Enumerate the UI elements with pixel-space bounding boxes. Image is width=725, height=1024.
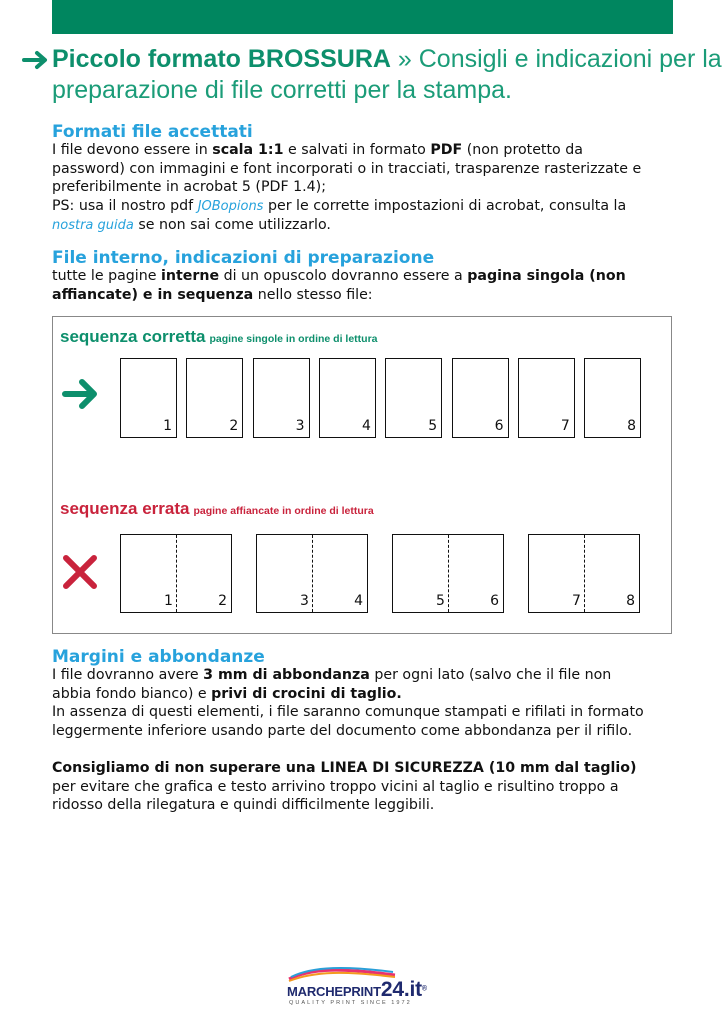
correct-sequence-title: sequenza corretta pagine singole in ordine di lettura xyxy=(60,327,378,346)
page-number: 1 xyxy=(163,418,172,434)
page-number: 5 xyxy=(428,418,438,434)
single-page xyxy=(452,358,509,438)
single-page xyxy=(253,358,310,438)
page-number: 7 xyxy=(560,418,570,434)
page-number: 5 xyxy=(436,593,445,609)
single-page xyxy=(385,358,442,438)
marcheprint-logo xyxy=(287,966,437,1012)
fold-line xyxy=(448,535,449,612)
logo-registered: ® xyxy=(421,985,427,993)
page-number: 4 xyxy=(354,593,363,609)
logo-name: MARCHEPRINT xyxy=(287,984,381,999)
paragraph-interno: tutte le pagine interne di un opuscolo dovranno essere a pagina singola (non affiancate) e in sequenza nello stesso file: xyxy=(52,268,626,303)
fold-line xyxy=(176,535,177,612)
nostra-guida-link[interactable]: nostra guida xyxy=(52,218,134,234)
single-page xyxy=(319,358,376,438)
sequence-diagram xyxy=(52,316,672,634)
heading-margini: Margini e abbondanze xyxy=(52,647,265,667)
page-number: 8 xyxy=(627,418,637,434)
paragraph-margini: I file dovranno avere 3 mm di abbondanza per ogni lato (salvo che il file non abbia fondo bianco) e privi di crocini di taglio. In assenza di questi elementi, i file saranno comunque stampati e rifilati in formato leggermente inferiore usando parte del documento come abbondanza per il rifilo. Consigliamo di non superare una LINEA DI SICUREZZA (10 mm dal taglio) per evitare che grafica e testo arrivino troppo vicini al taglio e risultino troppo a ridosso della rilegatura e quindi difficilmente leggibili. xyxy=(52,667,644,814)
title-separator: » xyxy=(390,45,419,73)
page-spread xyxy=(392,534,504,613)
logo-tagline: QUALITY PRINT SINCE 1972 xyxy=(289,1000,412,1006)
page-number: 3 xyxy=(295,418,305,434)
page-number: 3 xyxy=(300,593,309,609)
page-number: 6 xyxy=(490,593,499,609)
page-spread xyxy=(528,534,640,613)
fold-line xyxy=(312,535,313,612)
page-number: 2 xyxy=(218,593,227,609)
title-line-2: preparazione di file corretti per la stampa. xyxy=(52,76,512,104)
page-number: 1 xyxy=(164,593,173,609)
heading-interno: File interno, indicazioni di preparazione xyxy=(52,248,435,268)
page-number: 2 xyxy=(229,418,239,434)
arrow-right-icon xyxy=(61,377,101,411)
page-spread xyxy=(256,534,368,613)
top-green-bar xyxy=(52,0,673,34)
single-page xyxy=(120,358,177,438)
page-spread xyxy=(120,534,232,613)
single-page xyxy=(518,358,575,438)
cross-icon xyxy=(61,553,99,591)
page-number: 6 xyxy=(494,418,504,434)
fold-line xyxy=(584,535,585,612)
heading-formati: Formati file accettati xyxy=(52,122,253,142)
title-rest: Consigli e indicazioni per la xyxy=(418,45,722,73)
page-number: 8 xyxy=(626,593,635,609)
single-page xyxy=(584,358,641,438)
title-bold: Piccolo formato BROSSURA xyxy=(52,45,391,73)
paragraph-formati: I file devono essere in scala 1:1 e salvati in formato PDF (non protetto da password) con immagini e font incorporati o in tracciati, trasparenze rasterizzate e preferibilmente in acrobat 5 (PDF 1.4); PS: usa il nostro pdf JOBopions per le corrette impostazioni di acrobat, consulta la nostra guida se non sai come utilizzarlo. xyxy=(52,142,642,234)
arrow-right-icon xyxy=(22,50,50,70)
page-number: 4 xyxy=(361,418,371,434)
logo-24it: 24.it xyxy=(380,978,422,1001)
jobopions-link[interactable]: JOBopions xyxy=(197,198,264,214)
single-page xyxy=(186,358,243,438)
wrong-sequence-title: sequenza errata pagine affiancate in ordine di lettura xyxy=(60,499,374,518)
page-number: 7 xyxy=(572,593,581,609)
